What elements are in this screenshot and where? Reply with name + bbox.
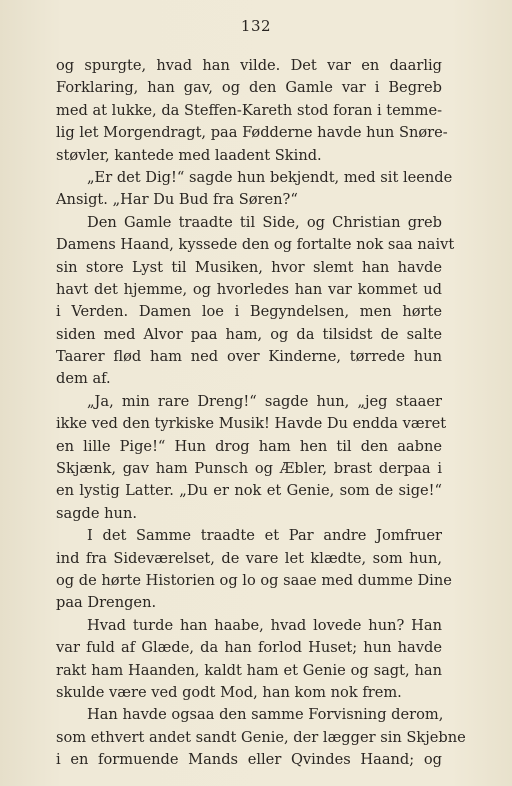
text-line: som ethvert andet sandt Genie, der lægger sin Skjebne (56, 728, 466, 746)
text-line: ind fra Sideværelset, de vare let klædte, som hun, (56, 549, 442, 567)
text-line: Hvad turde han haabe, hvad lovede hun? Han (87, 616, 442, 634)
paragraph (56, 212, 455, 391)
paragraph (56, 615, 442, 705)
text-line: sagde hun. (56, 504, 137, 522)
text-line: ikke ved den tyrkiske Musik! Havde Du endda været (56, 415, 447, 433)
text-line: lig let Morgendragt, paa Fødderne havde hun Snøre- (56, 124, 448, 142)
text-line: dem af. (56, 370, 111, 388)
body-text (56, 55, 466, 772)
text-line: og spurgte, hvad han vilde. Det var en daarlig (56, 57, 442, 74)
paragraph (56, 167, 453, 212)
paragraph (56, 525, 452, 615)
text-line: Forklaring, han gav, og den Gamle var i Begreb (56, 79, 442, 97)
page-number: 132 (240, 17, 272, 35)
text-line: skulde være ved godt Mod, han kom nok frem. (56, 683, 402, 701)
text-line: „Er det Dig!“ sagde hun bekjendt, med sit leende (87, 168, 453, 186)
text-line: Ansigt. „Har Du Bud fra Søren?“ (56, 191, 298, 209)
text-line: en lille Pige!“ Hun drog ham hen til den aabne (56, 437, 442, 455)
text-line: rakt ham Haanden, kaldt ham et Genie og sagt, han (56, 661, 442, 679)
text-line: i Verden. Damen loe i Begyndelsen, men hørte (56, 303, 442, 321)
text-line: paa Drengen. (56, 594, 157, 612)
text-line: „Ja, min rare Dreng!“ sagde hun, „jeg staaer (87, 392, 442, 410)
text-line: Den Gamle traadte til Side, og Christian greb (87, 213, 442, 231)
text-line: og de hørte Historien og lo og saae med dumme Dine (56, 571, 452, 589)
paragraph (56, 55, 448, 167)
paragraph (56, 704, 466, 771)
text-line: var fuld af Glæde, da han forlod Huset; hun havde (56, 639, 442, 657)
text-line: I det Samme traadte et Par andre Jomfruer (87, 527, 442, 545)
text-line: støvler, kantede med laadent Skind. (56, 146, 322, 164)
paragraph (56, 391, 447, 525)
text-line: Han havde ogsaa den samme Forvisning derom, (87, 706, 444, 724)
text-line: Taarer flød ham ned over Kinderne, tørrede hun (56, 348, 442, 366)
text-line: sin store Lyst til Musiken, hvor slemt han havde (56, 258, 442, 276)
text-line: havt det hjemme, og hvorledes han var kommet ud (56, 280, 442, 298)
text-line: siden med Alvor paa ham, og da tilsidst de salte (56, 325, 442, 343)
text-line: Damens Haand, kyssede den og fortalte nok saa naivt (56, 236, 455, 254)
text-line: i en formuende Mands eller Qvindes Haand; og (56, 751, 442, 769)
text-line: en lystig Latter. „Du er nok et Genie, som de sige!“ (56, 482, 442, 500)
text-line: Skjænk, gav ham Punsch og Æbler, brast derpaa i (56, 460, 442, 478)
text-line: med at lukke, da Steffen-Kareth stod foran i temme- (56, 101, 443, 119)
